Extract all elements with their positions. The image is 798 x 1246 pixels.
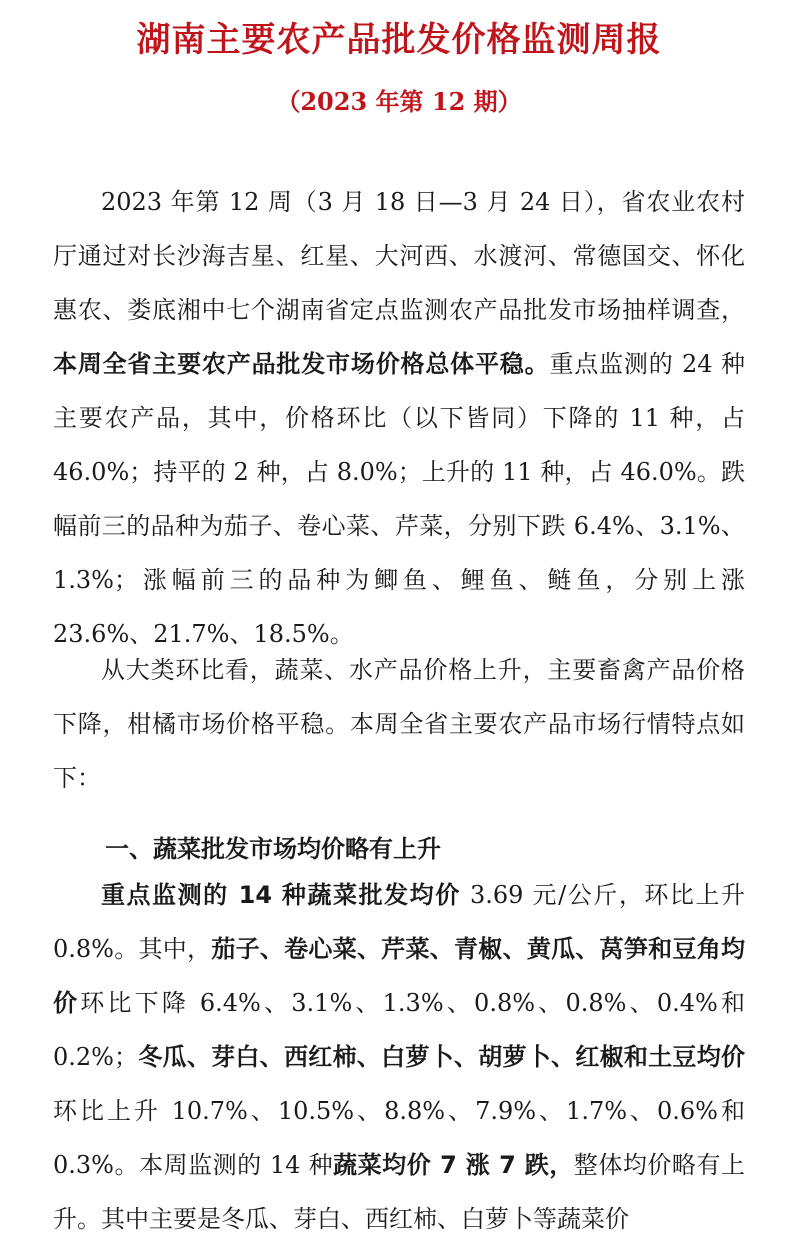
intro-text-a: 2023 年第 12 周（3 月 18 日—3 月 24 日），省农业农村厅通过对长沙海吉星、红星、大河西、水渡河、常德国交、怀化惠农、娄底湘中七个湖南省定点监测农产品批发市场抽样调查，	[53, 188, 745, 324]
veg-summary-highlight: 蔬菜均价 7 涨 7 跌，	[333, 1151, 574, 1179]
intro-highlight: 本周全省主要农产品批发市场价格总体平稳。	[53, 350, 550, 378]
section-heading-vegetables: 一、蔬菜批发市场均价略有上升	[105, 835, 441, 863]
veg-falling-values: 环比下降 6.4%、3.1%、1.3%、0.8%、0.8%、0.4%和 0.2%；	[53, 989, 746, 1071]
vegetables-paragraph	[53, 868, 745, 1246]
veg-price: 3.69 元/公斤，环比上升 0.8%。其中，	[53, 881, 746, 963]
intro-text-c: 重点监测的 24 种主要农产品，其中，价格环比（以下皆同）下降的 11 种，占 46.0%；持平的 2 种，占 8.0%；上升的 11 种，占 46.0%。跌幅前三的品种为茄子、卷心菜、芹菜，分别下跌 6.4%、3.1%、1.3%；涨幅前三的品种为鲫鱼、鲤鱼、鲢鱼，分别上涨 23.6%、21.7%、18.5%。	[53, 350, 746, 648]
veg-summary-tail: 整体均价略有上升。其中主要是冬瓜、芽白、西红柿、白萝卜等蔬菜价	[53, 1151, 745, 1233]
veg-rising-values: 环比上升 10.7%、10.5%、8.8%、7.9%、1.7%、0.6%和 0.3%。本周监测的 14 种	[53, 1097, 745, 1179]
veg-rising-items: 冬瓜、芽白、西红柿、白萝卜、胡萝卜、红椒和土豆均价	[137, 1043, 745, 1071]
issue-number: （2023 年第 12 期）	[276, 87, 522, 116]
report-title: 湖南主要农产品批发价格监测周报	[136, 20, 662, 60]
veg-falling-items: 茄子、卷心菜、芹菜、青椒、黄瓜、莴笋和豆角均价	[53, 935, 745, 1017]
category-summary-paragraph: 从大类环比看，蔬菜、水产品价格上升，主要畜禽产品价格下降，柑橘市场价格平稳。本周全省主要农产品市场行情特点如下：	[53, 656, 745, 792]
intro-paragraph	[53, 175, 745, 661]
veg-lead: 重点监测的 14 种蔬菜批发均价	[101, 881, 461, 909]
